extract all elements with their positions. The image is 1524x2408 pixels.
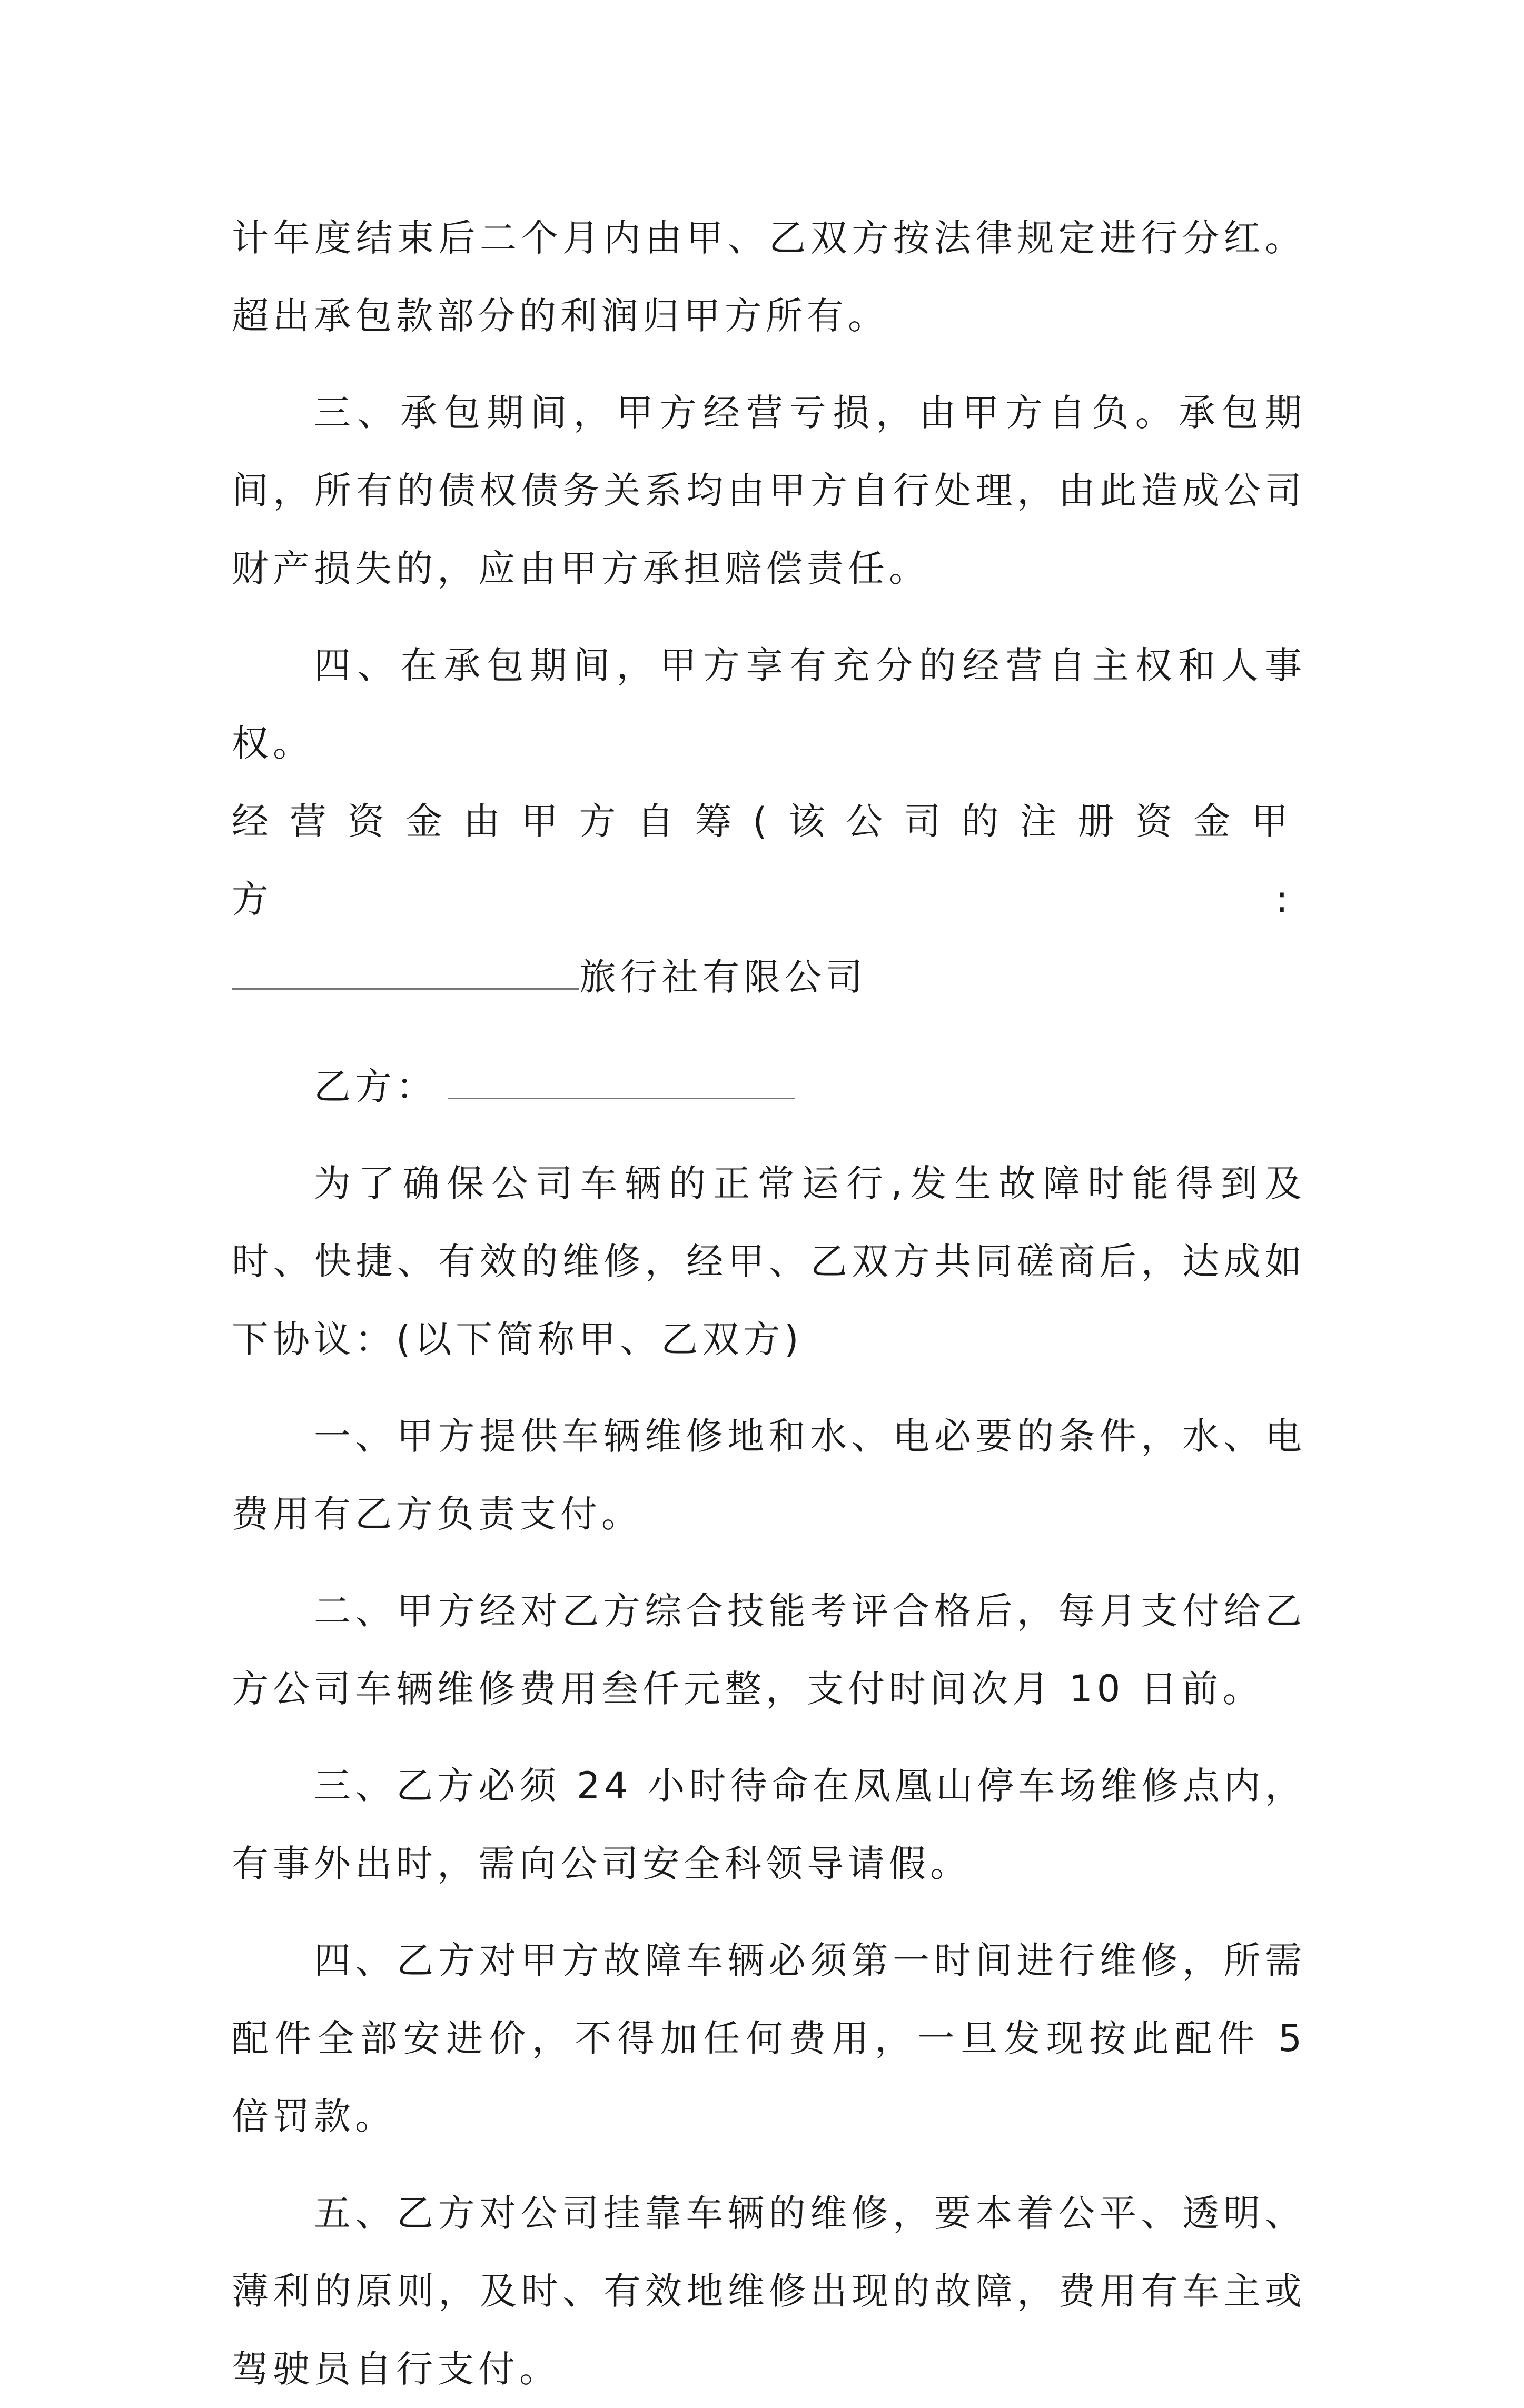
paragraph-clause-4-autonomy: 四、在承包期间，甲方享有充分的经营自主权和人事权。 — [232, 644, 1306, 765]
paragraph-purpose: 为了确保公司车辆的正常运行,发生故障时能得到及时、快捷、有效的维修，经甲、乙双方共同磋商后，达成如下协议：(以下简称甲、乙双方) — [232, 1162, 1306, 1361]
paragraph-clause-4-repair: 四、乙方对甲方故障车辆必须第一时间进行维修，所需配件全部安进价，不得加任何费用，一旦发现按此配件 5 倍罚款。 — [232, 1939, 1306, 2138]
company-name-line — [232, 938, 1306, 1016]
document-body — [232, 199, 1306, 2408]
party-b-line — [232, 1048, 1306, 1126]
company-name-suffix: 旅行社有限公司 — [579, 956, 867, 999]
paragraph-clause-5-affiliated: 五、乙方对公司挂靠车辆的维修，要本着公平、透明、薄利的原则，及时、有效地维修出现的故障，费用有车主或驾驶员自行支付。 — [232, 2192, 1306, 2391]
paragraph-clause-1-site: 一、甲方提供车辆维修地和水、电必要的条件，水、电费用有乙方负责支付。 — [232, 1415, 1306, 1536]
paragraph-clause-3-losses: 三、承包期间，甲方经营亏损，由甲方自负。承包期间，所有的债权债务关系均由甲方自行处理，由此造成公司财产损失的，应由甲方承担赔偿责任。 — [232, 391, 1306, 590]
paragraph-clause-3-standby: 三、乙方必须 24 小时待命在凤凰山停车场维修点内，有事外出时，需向公司安全科领导请假。 — [232, 1764, 1306, 1885]
party-b-blank[interactable] — [448, 1061, 795, 1099]
paragraph-clause-2-payment: 二、甲方经对乙方综合技能考评合格后，每月支付给乙方公司车辆维修费用叁仟元整，支付时间次月 10 日前。 — [232, 1589, 1306, 1710]
paragraph-clause-4-funding: 经营资金由甲方自筹(该公司的注册资金甲方: — [232, 800, 1306, 921]
party-b-label: 乙方： — [314, 1065, 437, 1108]
company-name-blank[interactable] — [232, 951, 579, 990]
paragraph-profit-distribution: 计年度结束后二个月内由甲、乙双方按法律规定进行分红。超出承包款部分的利润归甲方所有。 — [232, 216, 1306, 337]
